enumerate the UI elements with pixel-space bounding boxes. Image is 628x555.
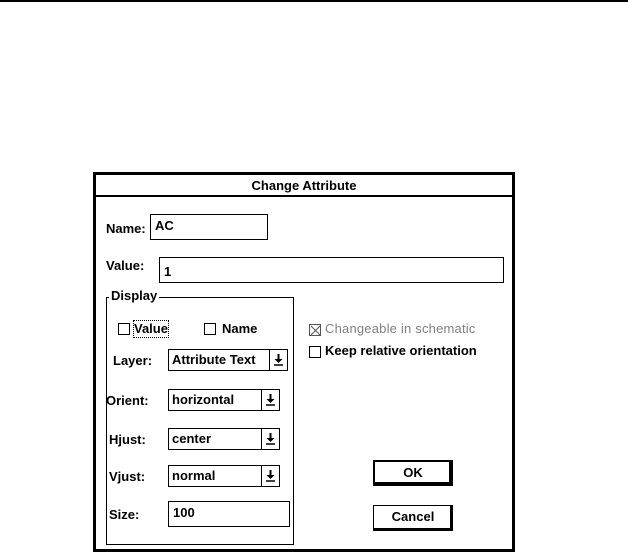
hjust-dropdown[interactable] (168, 428, 280, 450)
orient-dropdown[interactable] (168, 389, 280, 411)
vjust-dropdown-button[interactable] (261, 466, 279, 486)
layer-label: Layer: (113, 353, 153, 368)
value-label: Value: (106, 258, 145, 273)
vjust-selected-value: normal (172, 468, 216, 483)
changeable-checkbox[interactable] (309, 324, 321, 336)
dropdown-arrow-icon (265, 469, 276, 482)
vjust-dropdown[interactable] (168, 465, 280, 487)
display-name-label[interactable]: Name (222, 321, 258, 336)
name-label: Name: (106, 221, 146, 236)
ok-button[interactable]: OK (373, 460, 453, 486)
changeable-label: Changeable in schematic (325, 321, 476, 336)
display-name-checkbox[interactable] (204, 323, 216, 335)
orient-selected-value: horizontal (172, 392, 235, 407)
dropdown-arrow-icon (265, 393, 276, 406)
hjust-label: Hjust: (109, 432, 146, 447)
size-label: Size: (109, 507, 140, 522)
orient-label: Orient: (106, 393, 149, 408)
value-field[interactable]: 1 (159, 257, 504, 283)
size-field[interactable]: 100 (168, 501, 290, 527)
display-value-checkbox[interactable] (118, 323, 130, 335)
checkbox-x-icon (310, 325, 322, 337)
display-value-label[interactable]: Value (134, 321, 168, 336)
vjust-label: Vjust: (109, 469, 146, 484)
dialog-title: Change Attribute (96, 175, 512, 197)
change-attribute-dialog (93, 172, 515, 552)
dropdown-arrow-icon (265, 432, 276, 445)
cancel-button[interactable]: Cancel (373, 505, 453, 531)
hjust-dropdown-button[interactable] (261, 429, 279, 449)
dropdown-arrow-icon (273, 353, 284, 366)
layer-selected-value: Attribute Text (172, 352, 256, 367)
display-group-title: Display (111, 288, 158, 303)
hjust-selected-value: center (172, 431, 212, 446)
name-field[interactable]: AC (150, 214, 268, 240)
layer-dropdown-button[interactable] (269, 350, 287, 370)
layer-dropdown[interactable] (168, 349, 288, 371)
orient-dropdown-button[interactable] (261, 390, 279, 410)
keep-orientation-checkbox[interactable] (309, 346, 321, 358)
window-top-border (0, 0, 628, 2)
keep-orientation-label[interactable]: Keep relative orientation (325, 343, 477, 358)
